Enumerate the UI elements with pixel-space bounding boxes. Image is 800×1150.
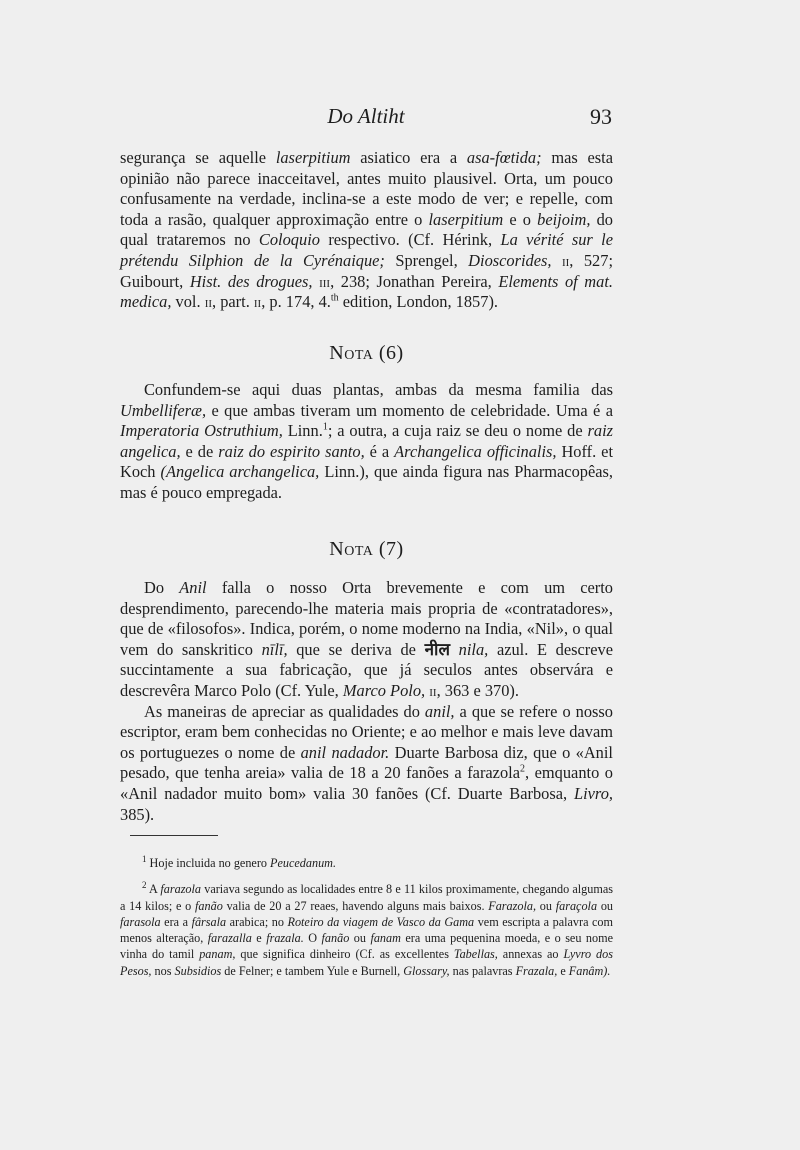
note-6-text — [120, 380, 613, 504]
footnote-1: $^1$ Hoje incluida no genero Peucedanum. — [142, 853, 337, 870]
page-header — [120, 100, 612, 130]
paragraph: Do Anil falla o nosso Orta brevemente e com um certo desprendimento, parecendo-lhe materia mais propria de «contratadores», que de «filosofos». Indica, porém, o nome moderno na India, «Nil», o qual vem do sanskritico nīlī, que se deriva de नील nila, azul. E descreve succintamente a sua fabricação, que já seculos antes observára e descrevêra Marco Polo (Cf. Yule, Marco Polo, ii, 363 e 370). — [120, 578, 613, 700]
note-heading-7: Nota (7) — [329, 538, 404, 560]
paragraph: segurança se aquelle laserpitium asiatico era a asa-fœtida; mas esta opinião não parece inacceitavel, antes muito plausivel. Orta, um pouco confusamente na verdade, inclina-se a este modo de ver; e repelle, com toda a rasão, qualquer approximação entre o laserpitium e o beijoim, do qual trataremos no Coloquio respectivo. (Cf. Hérink, La vérité sur le prétendu Silphion de la Cyrénaique; Sprengel, Dioscorides, ii, 527; Guibourt, Hist. des drogues, iii, 238; Jonathan Pereira, Elements of mat. medica, vol. ii, part. ii, p. 174, 4.$^{th}$ edition, London, 1857). — [120, 148, 613, 312]
page-number: 93 — [590, 104, 612, 129]
paragraph: Confundem-se aqui duas plantas, ambas da mesma familia das Umbelliferæ, e que ambas tiveram um momento de celebridade. Uma é a Imperatoria Ostruthium, Linn.$^1$; a outra, a cuja raiz se deu o nome de raiz angelica, e de raiz do espirito santo, é a Archangelica officinalis, Hoff. et Koch (Angelica archangelica, Linn.), que ainda figura nas Pharmacopêas, mas é pouco empregada. — [120, 380, 614, 502]
note-7-text — [120, 578, 613, 825]
footnotes — [120, 855, 613, 989]
paragraph: As maneiras de apreciar as qualidades do anil, a que se refere o nosso escriptor, eram bem conhecidas no Oriente; e ao melhor e mais leve davam os portuguezes o nome de anil nadador. Duarte Barbosa diz, que o «Anil pesado, que tenha areia» valia de 18 a 20 fanões a farazola$^2$, emquanto o «Anil nadador muito bom» valia 30 fanões (Cf. Duarte Barbosa, Livro, 385). — [120, 701, 614, 824]
devanagari-word: नील — [424, 639, 450, 660]
footnote-ref: 1 — [322, 421, 328, 433]
paragraph-continuation — [120, 148, 613, 313]
note-heading-6: Nota (6) — [329, 342, 404, 364]
footnote-2: $^2$ A farazola variava segundo as localidades entre 8 e 11 kilos proximamente, chegando algumas a 14 kilos; e o fanão valia de 20 a 27 reaes, havendo alguns mais baixos. Farazola, ou faraçola ou farasola era a fârsala arabica; no Roteiro da viagem de Vasco da Gama vem escripta a palavra com menos alteração, farazalla e frazala. O fanão ou fanam era uma pequenina moeda, e o seu nome vinha do tamil panam, que significa dinheiro (Cf. as excellentes Tabellas, annexas ao Lyvro dos Pesos, nos Subsidios de Felner; e tambem Yule e Burnell, Glossary, nas palavras Frazala, e Fanâm). — [120, 880, 613, 978]
footnote-divider — [130, 835, 218, 836]
footnote-ref: 2 — [519, 763, 525, 775]
running-title: Do Altiht — [327, 104, 405, 128]
